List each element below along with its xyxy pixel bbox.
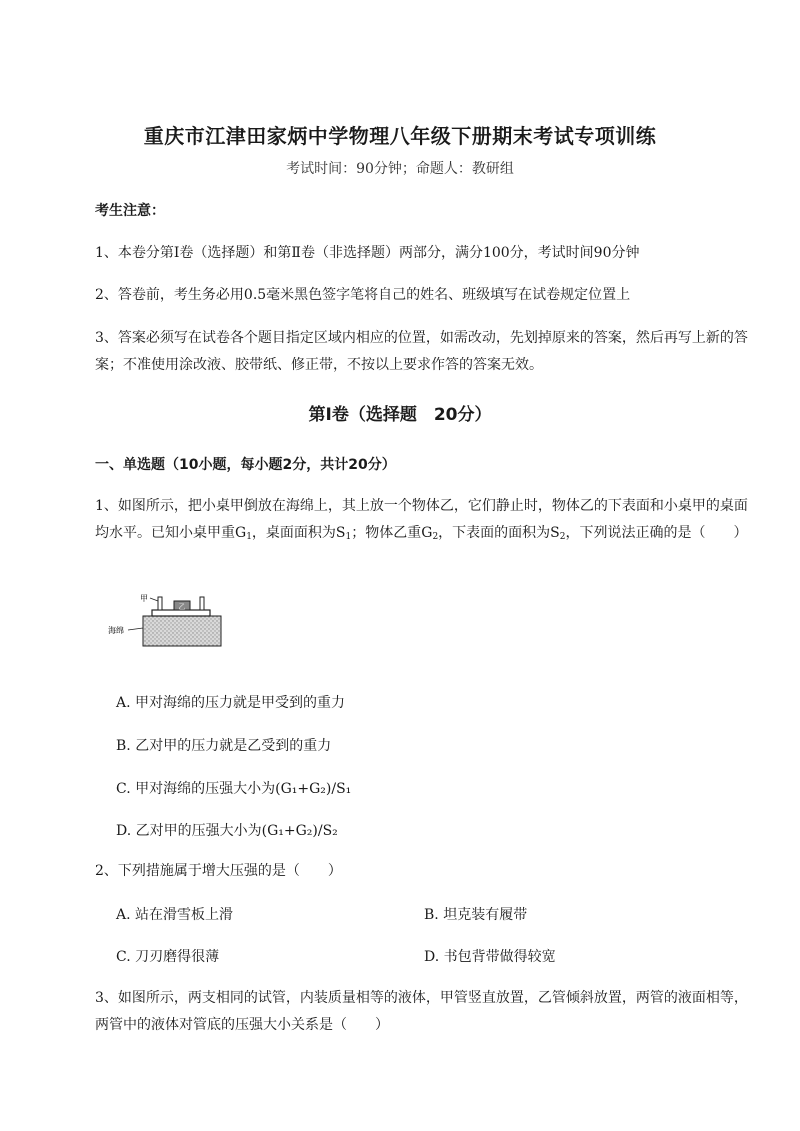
- q2-option-d[interactable]: D. 书包背带做得较宽: [424, 949, 556, 965]
- sponge-block: [143, 616, 221, 646]
- q1-option-a[interactable]: A. 甲对海绵的压力就是甲受到的重力: [116, 695, 346, 711]
- question-3-stem: 3、如图所示，两支相同的试管，内装质量相等的液体，甲管竖直放置，乙管倾斜放置，两管的液面相等，两管中的液体对管底的压强大小关系是（ ）: [95, 990, 748, 1033]
- q1-option-c[interactable]: C. 甲对海绵的压强大小为(G₁+G₂)/S₁: [116, 781, 352, 797]
- question-1-figure: [108, 592, 232, 648]
- part-heading: 一、单选题（10小题，每小题2分，共计20分）: [95, 457, 396, 473]
- question-2-stem: 2、下列措施属于增大压强的是（ ）: [95, 863, 342, 879]
- notice-item-1: 1、本卷分第I卷（选择题）和第Ⅱ卷（非选择题）两部分，满分100分，考试时间90分钟: [95, 245, 640, 261]
- label-jia: 甲: [140, 594, 148, 603]
- q2-option-b[interactable]: B. 坦克装有履带: [424, 907, 528, 923]
- q2-option-a[interactable]: A. 站在滑雪板上滑: [116, 907, 234, 923]
- page-title: 重庆市江津田家炳中学物理八年级下册期末考试专项训练: [143, 124, 657, 148]
- label-sponge: 海绵: [108, 626, 124, 635]
- notice-item-2: 2、答卷前，考生务必用0.5毫米黑色签字笔将自己的姓名、班级填写在试卷规定位置上: [95, 287, 631, 303]
- q1-option-b[interactable]: B. 乙对甲的压力就是乙受到的重力: [116, 738, 332, 754]
- notice-item-3: 3、答案必须写在试卷各个题目指定区域内相应的位置，如需改动，先划掉原来的答案，然后再写上新的答案；不准使用涂改液、胶带纸、修正带，不按以上要求作答的答案无效。: [95, 330, 748, 373]
- label-yi: 乙: [178, 603, 186, 611]
- section-title: 第I卷（选择题 20分）: [308, 405, 492, 425]
- exam-info: 考试时间：90分钟；命题人：教研组: [286, 161, 514, 177]
- question-1-stem: 1、如图所示，把小桌甲倒放在海绵上，其上放一个物体乙，它们静止时，物体乙的下表面和小桌甲的桌面均水平。已知小桌甲重$G_1$，桌面面积为$S_1$；物体乙重$G_2$，下表面的面积为$S_2$，下列说法正确的是（ ）: [95, 498, 748, 542]
- q1-option-d[interactable]: D. 乙对甲的压强大小为(G₁+G₂)/S₂: [116, 823, 338, 839]
- table-leg: [158, 597, 162, 610]
- notice-heading: 考生注意：: [95, 203, 165, 219]
- table-leg: [200, 597, 204, 610]
- q2-option-c[interactable]: C. 刀刃磨得很薄: [116, 949, 220, 965]
